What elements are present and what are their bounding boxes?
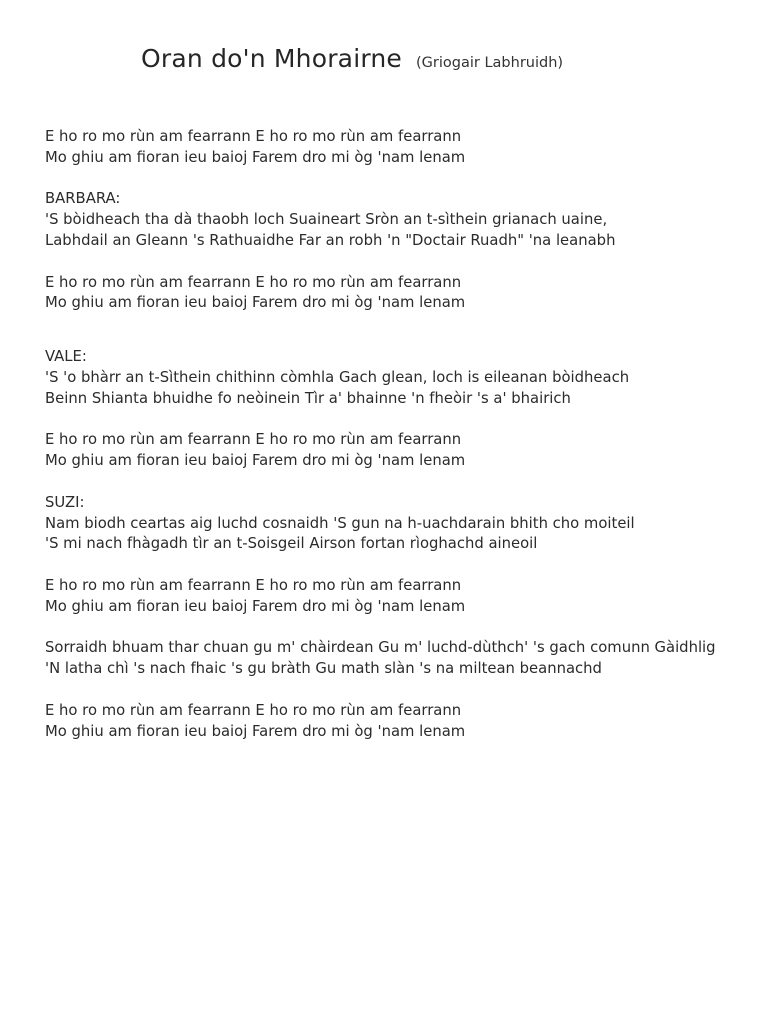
lyric-line: E ho ro mo rùn am fearrann E ho ro mo rùn am fearrann	[45, 701, 462, 719]
lyric-line: E ho ro mo rùn am fearrann E ho ro mo rùn am fearrann	[45, 128, 462, 145]
lyric-line: Beinn Shianta bhuidhe fo neòinein Tìr a' bhainne 'n fheòir 's a' bhairich	[45, 389, 571, 407]
chorus-block	[45, 273, 725, 315]
chorus-block	[45, 127, 725, 169]
lyric-line: Mo ghiu am fioran ieu baioj Farem dro mi òg 'nam lenam	[45, 148, 466, 166]
lyric-line: Mo ghiu am fioran ieu baioj Farem dro mi òg 'nam lenam	[45, 722, 466, 740]
title-row	[141, 44, 563, 73]
verse-block-farewell	[45, 638, 725, 680]
lyric-line: 'S mi nach fhàgadh tìr an t-Soisgeil Airson fortan rìoghachd aineoil	[45, 535, 538, 553]
lyric-line: E ho ro mo rùn am fearrann E ho ro mo rùn am fearrann	[45, 431, 462, 449]
lyric-line: Labhdail an Gleann 's Rathuaidhe Far an robh 'n "Doctair Ruadh" 'na leanabh	[45, 231, 616, 249]
verse-block-suzi	[45, 493, 725, 555]
verse-block-barbara	[45, 189, 725, 251]
lyric-line: Mo ghiu am fioran ieu baioj Farem dro mi òg 'nam lenam	[45, 294, 466, 312]
author-credit: (Griogair Labhruidh)	[416, 55, 564, 71]
chorus-block	[45, 701, 725, 743]
lyric-line: Sorraidh bhuam thar chuan gu m' chàirdean Gu m' luchd-dùthch' 's gach comunn Gàidhlig	[45, 639, 716, 657]
page-title: Oran do'n Mhorairne	[141, 44, 403, 73]
lyric-line: Nam biodh ceartas aig luchd cosnaidh 'S gun na h-uachdarain bhith cho moiteil	[45, 514, 635, 532]
lyric-line: 'S 'o bhàrr an t-Sìthein chithinn còmhla Gach glean, loch is eileanan bòidheach	[45, 368, 630, 386]
speaker-label: VALE:	[45, 348, 87, 366]
chorus-block	[45, 430, 725, 472]
lyric-line: 'S bòidheach tha dà thaobh loch Suaineart Sròn an t-sìthein grianach uaine,	[45, 211, 608, 229]
lyrics-body	[45, 127, 725, 742]
chorus-block	[45, 576, 725, 618]
lyric-line: E ho ro mo rùn am fearrann E ho ro mo rùn am fearrann	[45, 273, 462, 291]
verse-block-vale	[45, 347, 725, 409]
lyric-line: E ho ro mo rùn am fearrann E ho ro mo rùn am fearrann	[45, 576, 462, 594]
lyric-line: Mo ghiu am fioran ieu baioj Farem dro mi òg 'nam lenam	[45, 452, 466, 470]
lyric-line: Mo ghiu am fioran ieu baioj Farem dro mi òg 'nam lenam	[45, 597, 466, 615]
speaker-label: BARBARA:	[45, 190, 121, 208]
speaker-label: SUZI:	[45, 493, 85, 511]
lyric-line: 'N latha chì 's nach fhaic 's gu bràth Gu math slàn 's na miltean beannachd	[45, 660, 602, 678]
